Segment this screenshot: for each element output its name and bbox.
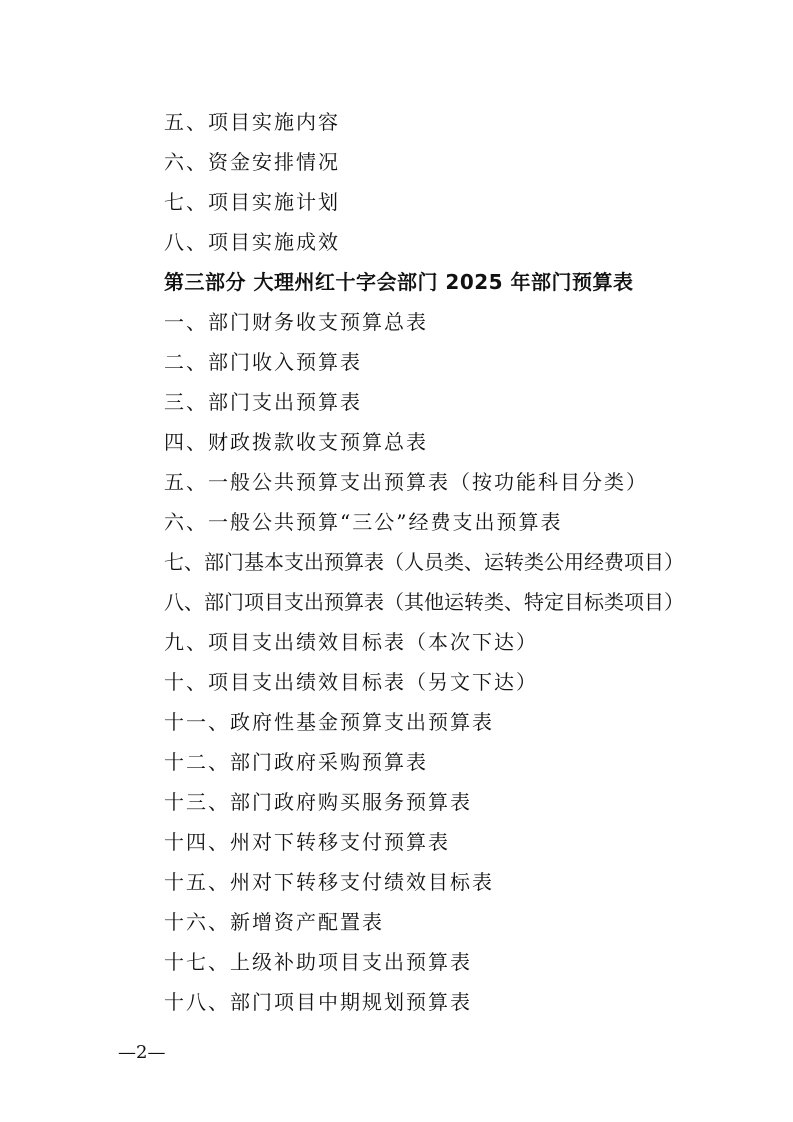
toc-item-table-13: 十三、部门政府购买服务预算表: [164, 790, 472, 814]
toc-item-part2-section8: 八、项目实施成效: [164, 230, 340, 254]
page-number: —2—: [118, 1042, 166, 1063]
toc-item-table-7: 七、部门基本支出预算表（人员类、运转类公用经费项目）: [164, 550, 684, 574]
toc-item-table-2: 二、部门收入预算表: [164, 350, 362, 374]
toc-item-table-3: 三、部门支出预算表: [164, 390, 362, 414]
toc-item-table-1: 一、部门财务收支预算总表: [164, 310, 428, 334]
toc-item-table-17: 十七、上级补助项目支出预算表: [164, 950, 472, 974]
toc-item-part2-section6: 六、资金安排情况: [164, 150, 340, 174]
toc-item-table-14: 十四、州对下转移支付预算表: [164, 830, 450, 854]
toc-item-table-4: 四、财政拨款收支预算总表: [164, 430, 428, 454]
toc-item-part2-section7: 七、项目实施计划: [164, 190, 340, 214]
toc-item-table-9: 九、项目支出绩效目标表（本次下达）: [164, 630, 538, 654]
toc-item-part2-section5: 五、项目实施内容: [164, 110, 340, 134]
toc-item-table-8: 八、部门项目支出预算表（其他运转类、特定目标类项目）: [164, 590, 684, 614]
toc-item-table-11: 十一、政府性基金预算支出预算表: [164, 710, 494, 734]
toc-item-table-16: 十六、新增资产配置表: [164, 910, 384, 934]
toc-item-table-6: 六、一般公共预算“三公”经费支出预算表: [164, 510, 563, 534]
toc-item-table-10: 十、项目支出绩效目标表（另文下达）: [164, 670, 538, 694]
toc-item-table-18: 十八、部门项目中期规划预算表: [164, 990, 472, 1014]
toc-item-table-15: 十五、州对下转移支付绩效目标表: [164, 870, 494, 894]
toc-part3-title: 第三部分 大理州红十字会部门 2025 年部门预算表: [164, 270, 634, 294]
table-of-contents: [164, 102, 724, 1022]
toc-item-table-12: 十二、部门政府采购预算表: [164, 750, 428, 774]
toc-item-table-5: 五、一般公共预算支出预算表（按功能科目分类）: [164, 470, 648, 494]
